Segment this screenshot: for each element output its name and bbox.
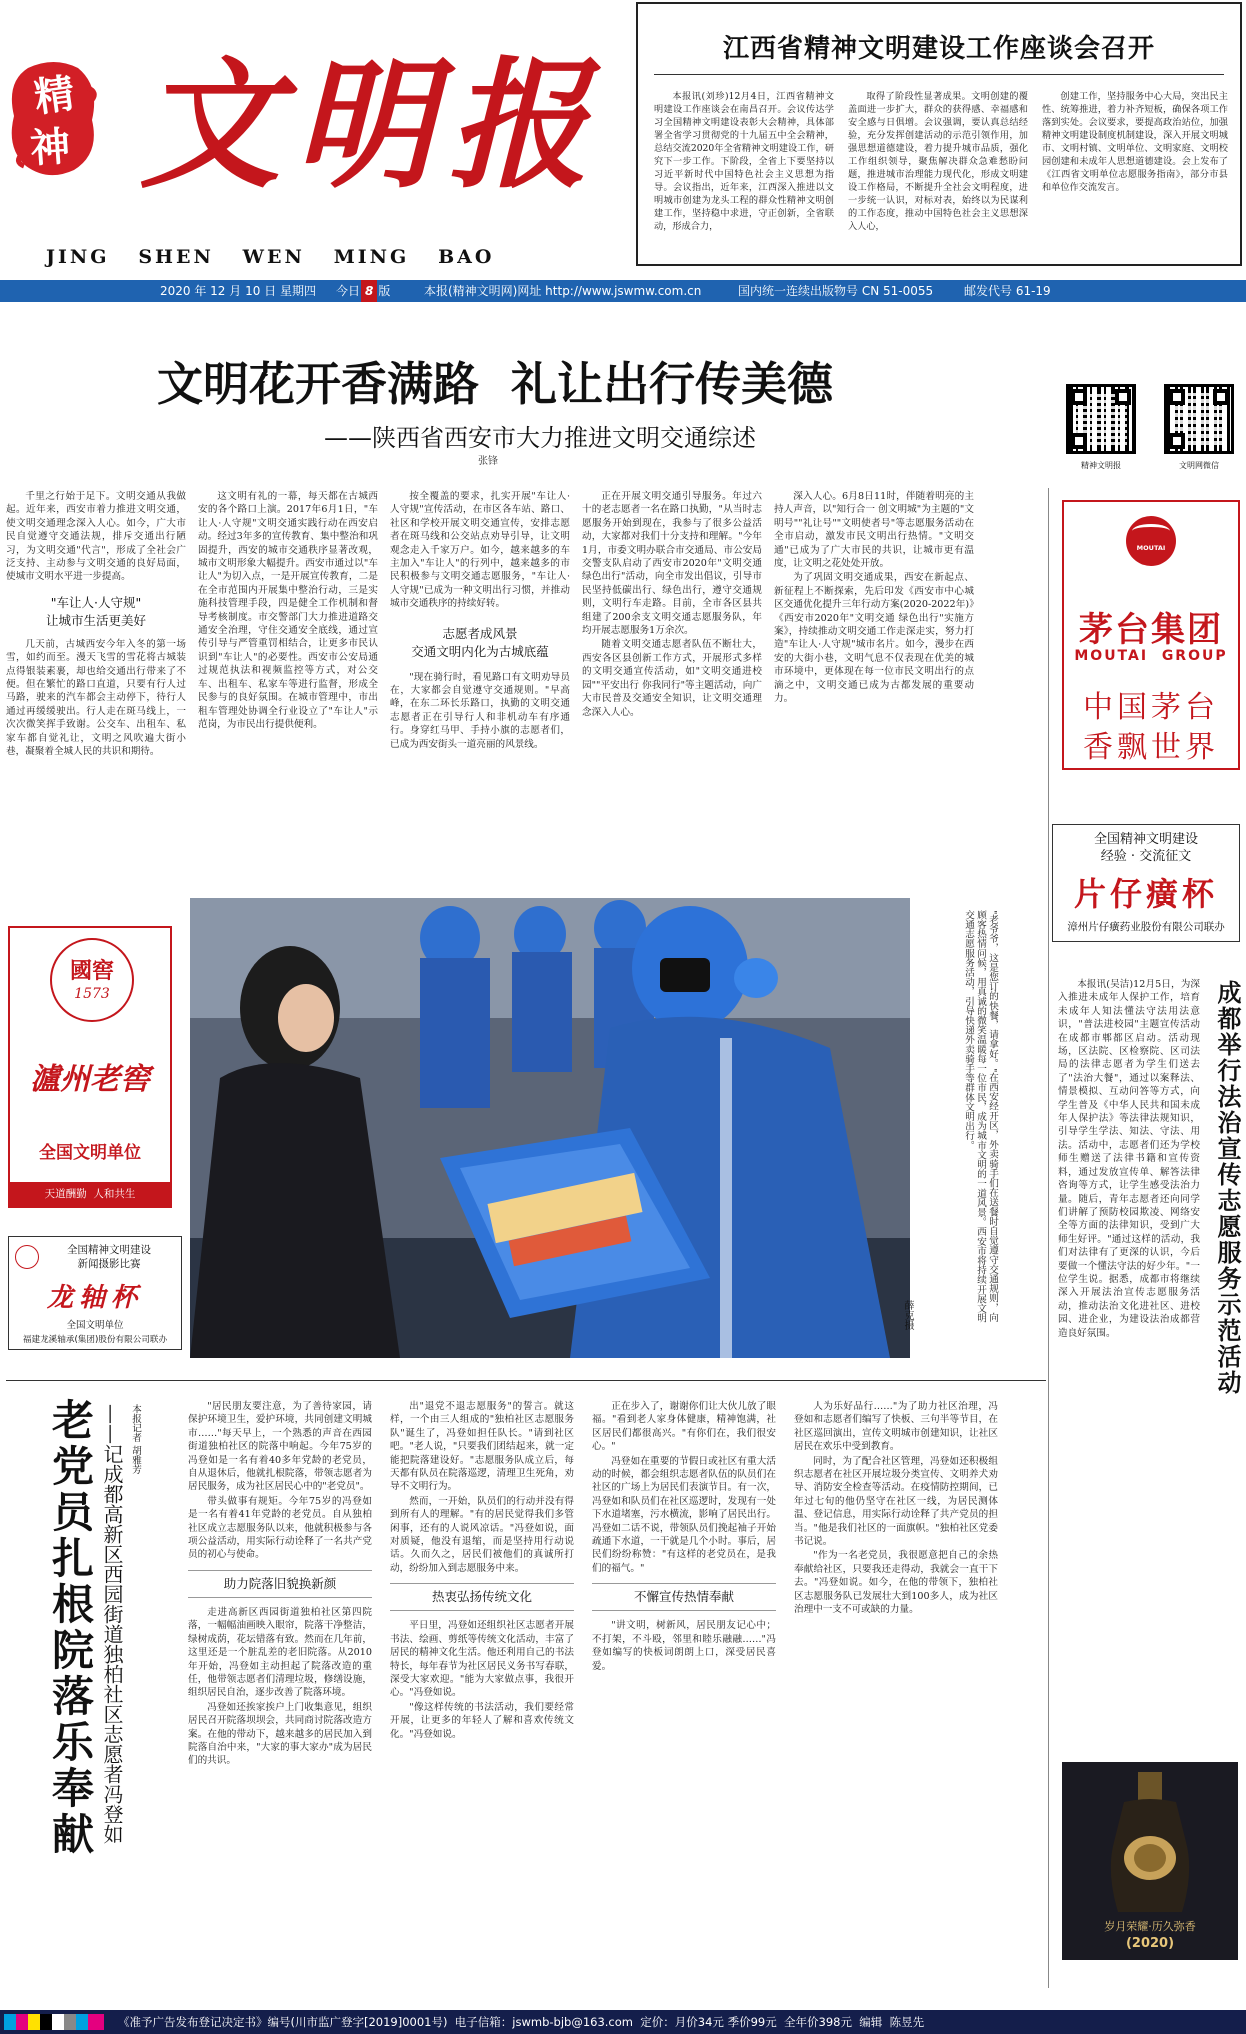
top-news-col-1: 本报讯(刘珍)12月4日，江西省精神文明建设工作座谈会在南昌召开。会议传达学习全国精神文明建设表彰大会精神，具体部署全省学习贯彻党的十九届五中全会精神，总结交流2020年全省精神文明建设工作，研究下一步工作。下阶段，全省上下要坚持以习近平新时代中国特色社会主义思想为指导。会议指出，近年来，江西深入推进以文明城市创建为龙头工程的群众性精神文明创建工作，坚持稳中求进，守正创新，全省联动，形成合力，	[654, 91, 834, 232]
longzhou-logo	[15, 1245, 39, 1269]
lead-col-2: 这文明有礼的一幕，每天都在古城西安的各个路口上演。2017年6月1日，"车让人·人守规"文明交通实践行动在西安启动。经过3年多的宣传教育、集中整治和巩固提升，西安的城市交通秩序显著改观，城市文明形象大幅提升。西安市通过以"车让人"为切入点，一是开展宣传教育，二是在全市范围内开展集中整治行动，三是实施科技管理手段，四是健全工作机制和督导考核制度。市交警部门大力推进道路交通安全治理，守住交通安全底线，通过宣传引导与严管重罚相结合，让更多市民认识到"车让人"的必要性。西安市公安局通过规范执法和视频监控等方式，对公交车、出租车、私家车等进行监督，形成全民参与的良好氛围。在城市管理中，市出租车管理处协调全行业设立了"车让人"示范岗，为市民出行提供便利。	[198, 491, 378, 730]
maotai-logo: MOUTAI	[1126, 516, 1176, 566]
footer-text: 《准予广告发布登记决定书》编号(川市监广登字[2019]0001号) 电子信箱：jswmb-bjb@163.com 定价：月价34元 季价99元 全年价398元 编辑 陈昱先	[118, 2015, 925, 2029]
guojiao-seal: 國窖 1573	[50, 938, 134, 1022]
top-news-col-3: 创建工作，坚持服务中心大局，突出民主性、统筹推进，着力补齐短板，确保各项工作落到实处。会议要求，要提高政治站位，加强精神文明建设制度机制建设，深入开展文明城市、文明村镇、文明单位、文明家庭、文明校园创建和未成年人思想道德建设。会上发布了《江西省文明单位志愿服务指南》，部分市县和单位作交流发言。	[1042, 91, 1228, 193]
issue-date: 2020 年 12 月 10 日 星期四	[160, 284, 316, 298]
print-marks	[4, 2014, 104, 2030]
longzhou-title: 龙轴杯	[46, 1283, 143, 1313]
maotai-en: MOUTAI GROUP	[1074, 648, 1228, 664]
lead-col-1: 千里之行始于足下。文明交通从我做起。近年来，西安市着力推进文明交通，使文明交通理念深入人心。如今，广大市民自觉遵守交通法规，排斥交通出行陋习，为文明交通"代言"，形成了全社会广泛支持、主动参与文明交通的良好局面，使城市文明水平进一步提高。 "车让人·人守规" 让城市生活更美好 几天前，古城西安今年入冬的第一场雪，如约而至。漫天飞雪的雪花将古城装点得银装素裹，却也给交通出行带来了不便。但在繁忙的路口直道，只要有行人过马路，驶来的汽车都会主动停下，待行人通过再缓缓驶出。行人走在斑马线上，一次次微笑挥手致谢。公交车、出租车、私家车都自觉礼让，文明之风吹遍大街小巷，凝聚着全城人民的共识和期待。	[6, 491, 186, 758]
feature-headline: 老党员扎根院落乐奉献	[46, 1398, 95, 1858]
feature-subhead-1: 助力院落旧貌换新颜	[188, 1570, 372, 1598]
maotai-slogan-1: 中国茅台	[1083, 690, 1219, 725]
longzhou-sub: 全国文明单位	[66, 1320, 124, 1331]
info-bar	[0, 280, 1246, 302]
seal-char-2: 神	[28, 122, 72, 173]
chengdu-headline: 成都举行法治宣传志愿服务示范活动	[1213, 980, 1241, 1396]
chengdu-text: 本报讯(吴洁)12月5日，为深入推进未成年人保护工作，培育未成年人知法懂法守法用法意识，"普法进校园"主题宣传活动在成都市郫都区启动。活动现场，区法院、区检察院、区司法局的法律志愿者为学生们送去了"法治大餐"，通过以案释法、情景模拟、互动问答等方式，向学生普及《中华人民共和国未成年人保护法》等法律法规知识，引导学生学法、知法、守法、用法。活动中，志愿者们还为学校师生赠送了法律书籍和宣传资料，通过发放宣传单、解答法律咨询等方式，让学生感受法治力量。随后，青年志愿者还向同学们讲解了预防校园欺凌、网络安全等方面的法律知识，受到广大师生好评。"通过这样的活动，我们对法律有了更深的认识，今后要做一个懂法守法的好少年。"一位学生说。据悉，成都市将继续深入开展法治宣传志愿服务活动，推动法治文化进社区、进校园、进企业，为建设法治成都营造良好氛围。	[1058, 979, 1200, 1339]
lead-author: 张锋	[478, 456, 498, 467]
pianzaihuang-ad	[1052, 824, 1240, 942]
lead-headline: 文明花开香满路 礼让出行传美德	[156, 357, 834, 411]
feature-reporter: 本报记者 胡雅芳	[130, 1404, 141, 1475]
cn-number: 国内统一连续出版物号 CN 51-0055	[738, 284, 934, 298]
feature-col-2: 出"退党不退志愿服务"的誓言。就这样，一个由三人组成的"独柏社区志愿服务队"诞生了，冯登如担任队长。"请到社区吧。"老人说，"只要我们团结起来，就一定能把院落建设好。"志愿服务队成立后，每天都有队员在院落巡逻，清理卫生死角，劝导不文明行为。 然而，一开始，队员们的行动并没有得到所有人的理解。"有的居民觉得我们多管闲事，还有的人说风凉话。"冯登如说，面对质疑，他没有退缩，而是坚持用行动说话。久而久之，居民们被他们的真诚所打动，纷纷加入到志愿服务中来。 热衷弘扬传统文化 平日里，冯登如还组织社区志愿者开展书法、绘画、剪纸等传统文化活动，丰富了居民的精神文化生活。他还利用自己的书法特长，每年春节为社区居民义务书写春联，深受大家欢迎。"能为大家做点事，我很开心。"冯登如说。 "像这样传统的书法活动，我们要经常开展，让更多的年轻人了解和喜欢传统文化。"冯登如说。	[390, 1401, 574, 1740]
lead-col-5: 深入人心。6月8日11时，伴随着明亮的主持人声音，以"知行合一 创文明城"为主题的"文明号""礼让号""文明使者号"等志愿服务活动在全市启动，激发市民文明出行热情。"文明交通"已成为了广大市民的共识，让城市更有温度，让文明之花处处开放。 为了巩固文明交通成果，西安在新起点、新征程上不断探索，先后印发《西安市中心城区交通优化提升三年行动方案(2020-2022年)》《西安市2020年"文明交通 绿色出行"实施方案》，持续推动文明交通工作走深走实，努力打造"车让人·人守规"城市名片。如今，漫步在西安的大街小巷，文明气息不仅表现在优美的城市环境中，更体现在每一位市民文明出行的点滴之中，文明交通已成为古都发展的重要动力。	[774, 491, 974, 705]
wine-label: 岁月荣耀·历久弥香	[1104, 1920, 1196, 1933]
photo-caption: "老爷爷，这是您订的快餐，请拿好。"在西安经开区，外卖骑手们在送餐时自觉遵守交通规则，向顾客热情问候，用真诚的微笑温暖每一位市民，成为城市文明的一道风景。西安市将持续开展文明交通志愿服务活动，引导快递外卖骑手等群体文明出行。	[963, 910, 998, 1323]
postcode: 邮发代号 61-19	[964, 284, 1051, 298]
pages-count: 今日 8 版	[336, 280, 390, 302]
longzhou-header: 全国精神文明建设 新闻摄影比赛	[67, 1244, 151, 1270]
guojiao-footer: 天道酬勤 人和共生	[10, 1182, 170, 1206]
lead-subhead-1: "车让人·人守规" 让城市生活更美好	[45, 594, 146, 628]
wine-ad	[1062, 1762, 1238, 1960]
lead-col-3: 按全覆盖的要求，扎实开展"车让人·人守规"宣传活动，在市区各车站、路口、社区和学校开展文明交通宣传，安排志愿者在斑马线和公交站点劝导引导，让文明观念走入千家万户。如今，越来越多的车主加入"车让人"的行列中，越来越多的市民积极参与文明交通志愿服务，"车让人·人守规"已成为一种文明出行习惯，并推动城市交通秩序的持续好转。 志愿者成风景 交通文明内化为古城底蕴 "现在骑行时，看见路口有文明劝导员在，大家都会自觉遵守交通规则。"早高峰，在东二环长乐路口，执勤的文明交通志愿者正在引导行人和非机动车有序通行。身穿红马甲、手持小旗的志愿者们，已成为西安街头一道亮丽的风景线。	[390, 491, 570, 750]
footer-bar	[0, 2010, 1246, 2034]
lead-subhead: ——陕西省西安市大力推进文明交通综述	[324, 424, 756, 452]
maotai-name: 茅台集团	[1079, 610, 1223, 650]
masthead-seal	[8, 58, 100, 178]
pzh-title: 片仔癀杯	[1073, 875, 1218, 913]
top-news-col-2: 取得了阶段性显著成果。文明创建的覆盖面进一步扩大，群众的获得感、幸福感和安全感与日俱增。会议强调，要认真总结经验，充分发挥创建活动的示范引领作用，加强思想道德建设，着力提升城市品质，强化工作组织领导，聚焦解决群众急难愁盼问题，推进城市治理能力现代化，形成文明建设工作格局，不断提升全社会文明程度，进一步统一认识，对标对表，始终以为民谋利的工作态度，推动中国特色社会主义思想深入人心，	[848, 91, 1028, 232]
qr-code-2	[1164, 384, 1234, 454]
longzhou-footer: 福建龙溪轴承(集团)股份有限公司联办	[22, 1335, 168, 1345]
pzh-footer: 漳州片仔癀药业股份有限公司联办	[1067, 921, 1225, 933]
longzhou-ad	[8, 1236, 182, 1350]
guojiao-title: 全国文明单位	[39, 1143, 141, 1163]
lead-subhead-2: 志愿者成风景 交通文明内化为古城底蕴	[411, 625, 549, 659]
lead-col-4: 正在开展文明交通引导服务。年过六十的老志愿者一名在路口执勤，"从当时志愿服务开始到现在，我参与了很多公益活动，大家都对我们十分支持和理解。"今年1月，市委文明办联合市交通局、市公安局交警支队启动了西安市2020年"文明交通 绿色出行"活动，向全市发出倡议，引导市民坚持低碳出行、绿色出行，遵守交通规则，文明行车走路。目前，全市各区县共组建了200余支文明交通志愿服务队，年均开展志愿服务1万余次。 随着文明交通志愿者队伍不断壮大，西安各区县创新工作方式，开展形式多样的文明交通宣传活动，如"文明交通进校园""平安出行 你我同行"等主题活动，向广大市民普及交通安全知识，让文明交通理念深入人心。	[582, 491, 762, 718]
masthead-pinyin: JING SHEN WEN MING BAO	[46, 246, 495, 268]
feature-col-3: 正在步入了，谢谢你们让大伙儿放了眼福。"看到老人家身体健康，精神饱满，社区居民们都很高兴。"有你们在，我们很安心。" 冯登如在重要的节假日或社区有重大活动的时候，都会组织志愿者队伍的队员们在社区的广场上为居民们表演节目。有一次，冯登如和队员们在社区巡逻时，发现有一处下水道堵塞，污水横流，影响了居民出行。冯登如二话不说，带领队员们挽起袖子开始疏通下水道，一干就是几个小时。事后，居民们纷纷称赞："有这样的老党员在，是我们的福气。" 不懈宣传热情奉献 "讲文明，树新风，居民朋友记心中；不打架，不斗殴，邻里和睦乐融融……"冯登如编写的快板词朗朗上口，深受居民喜爱。	[592, 1401, 776, 1672]
pages-badge: 8	[361, 280, 377, 302]
masthead	[0, 0, 636, 268]
qr-code-1	[1066, 384, 1136, 454]
feature-subhead: ——记成都高新区西园街道独柏社区志愿者冯登如	[100, 1404, 124, 1844]
top-news-box	[636, 2, 1242, 266]
guojiao-brand: 瀘州老窖	[30, 1062, 150, 1097]
qr-label-1: 精神文明报	[1081, 461, 1121, 470]
pzh-header: 全国精神文明建设 经验 · 交流征文	[1093, 832, 1198, 864]
photo-credit: 薛克摄	[902, 1300, 913, 1330]
wine-year: (2020)	[1125, 1936, 1175, 1951]
feature-col-1: "居民朋友要注意，为了善待家园，请保护环境卫生，爱护环境，共同创建文明城市……"每天早上，一个熟悉的声音在西园街道独柏社区的院落中响起。今年75岁的冯登如是一名有着40多年党龄的老党员，自从退休后，他就扎根院落，带领志愿者为居民服务，成为社区居民心中的"老党员"。 带头做事有规矩。今年75岁的冯登如是一名有着41年党龄的老党员。自从独柏社区成立志愿服务队以来，他就积极参与各项公益活动，用实际行动诠释了一名共产党员的初心与使命。 助力院落旧貌换新颜 走进高新区西园街道独柏社区第四院落，一幅幅油画映入眼帘，院落干净整洁，绿树成荫，花坛错落有致。然而在几年前，这里还是一个脏乱差的老旧院落。从2010年开始，冯登如主动担起了院落改造的重任，他带领志愿者们清理垃圾，修缮设施，组织居民自治，逐步改善了院落环境。 冯登如还挨家挨户上门收集意见，组织居民召开院落坝坝会，共同商讨院落改造方案。在他的带动下，越来越多的居民加入到院落自治中来，"大家的事大家办"成为居民们的共识。	[188, 1401, 372, 1767]
maotai-ad	[1062, 500, 1240, 770]
feature-subhead-2: 热衷弘扬传统文化	[390, 1583, 574, 1611]
masthead-title: 文明报	[140, 44, 603, 208]
maotai-slogan-2: 香飘世界	[1083, 730, 1219, 765]
qr-label-2: 文明网微信	[1179, 461, 1219, 470]
news-photo	[190, 898, 910, 1358]
feature-col-4: 人为乐好品行……"为了助力社区治理，冯登如和志愿者们编写了快板、三句半等节目，在社区巡回演出，宣传文明城市创建知识，让社区居民在欢乐中受到教育。 同时，为了配合社区管理，冯登如还积极组织志愿者在社区开展垃圾分类宣传、文明养犬劝导、消防安全检查等活动。在疫情防控期间，已年过七旬的他仍坚守在社区一线，为居民测体温、登记信息，用实际行动诠释了共产党员的担当。"他是我们社区的一面旗帜。"独柏社区党委书记说。 "作为一名老党员，我很愿意把自己的余热奉献给社区，只要我还走得动，我就会一直干下去。"冯登如说。如今，在他的带领下，独柏社区志愿服务队已发展壮大到100多人，成为社区治理中一支不可或缺的力量。	[794, 1401, 998, 1616]
photo-scene	[190, 898, 910, 1358]
feature-subhead-3: 不懈宣传热情奉献	[592, 1583, 776, 1611]
website: 本报(精神文明网)网址 http://www.jswmw.com.cn	[424, 284, 702, 298]
seal-char-1: 精	[31, 69, 78, 122]
top-news-headline: 江西省精神文明建设工作座谈会召开	[722, 34, 1155, 64]
guojiao-ad	[8, 926, 172, 1208]
